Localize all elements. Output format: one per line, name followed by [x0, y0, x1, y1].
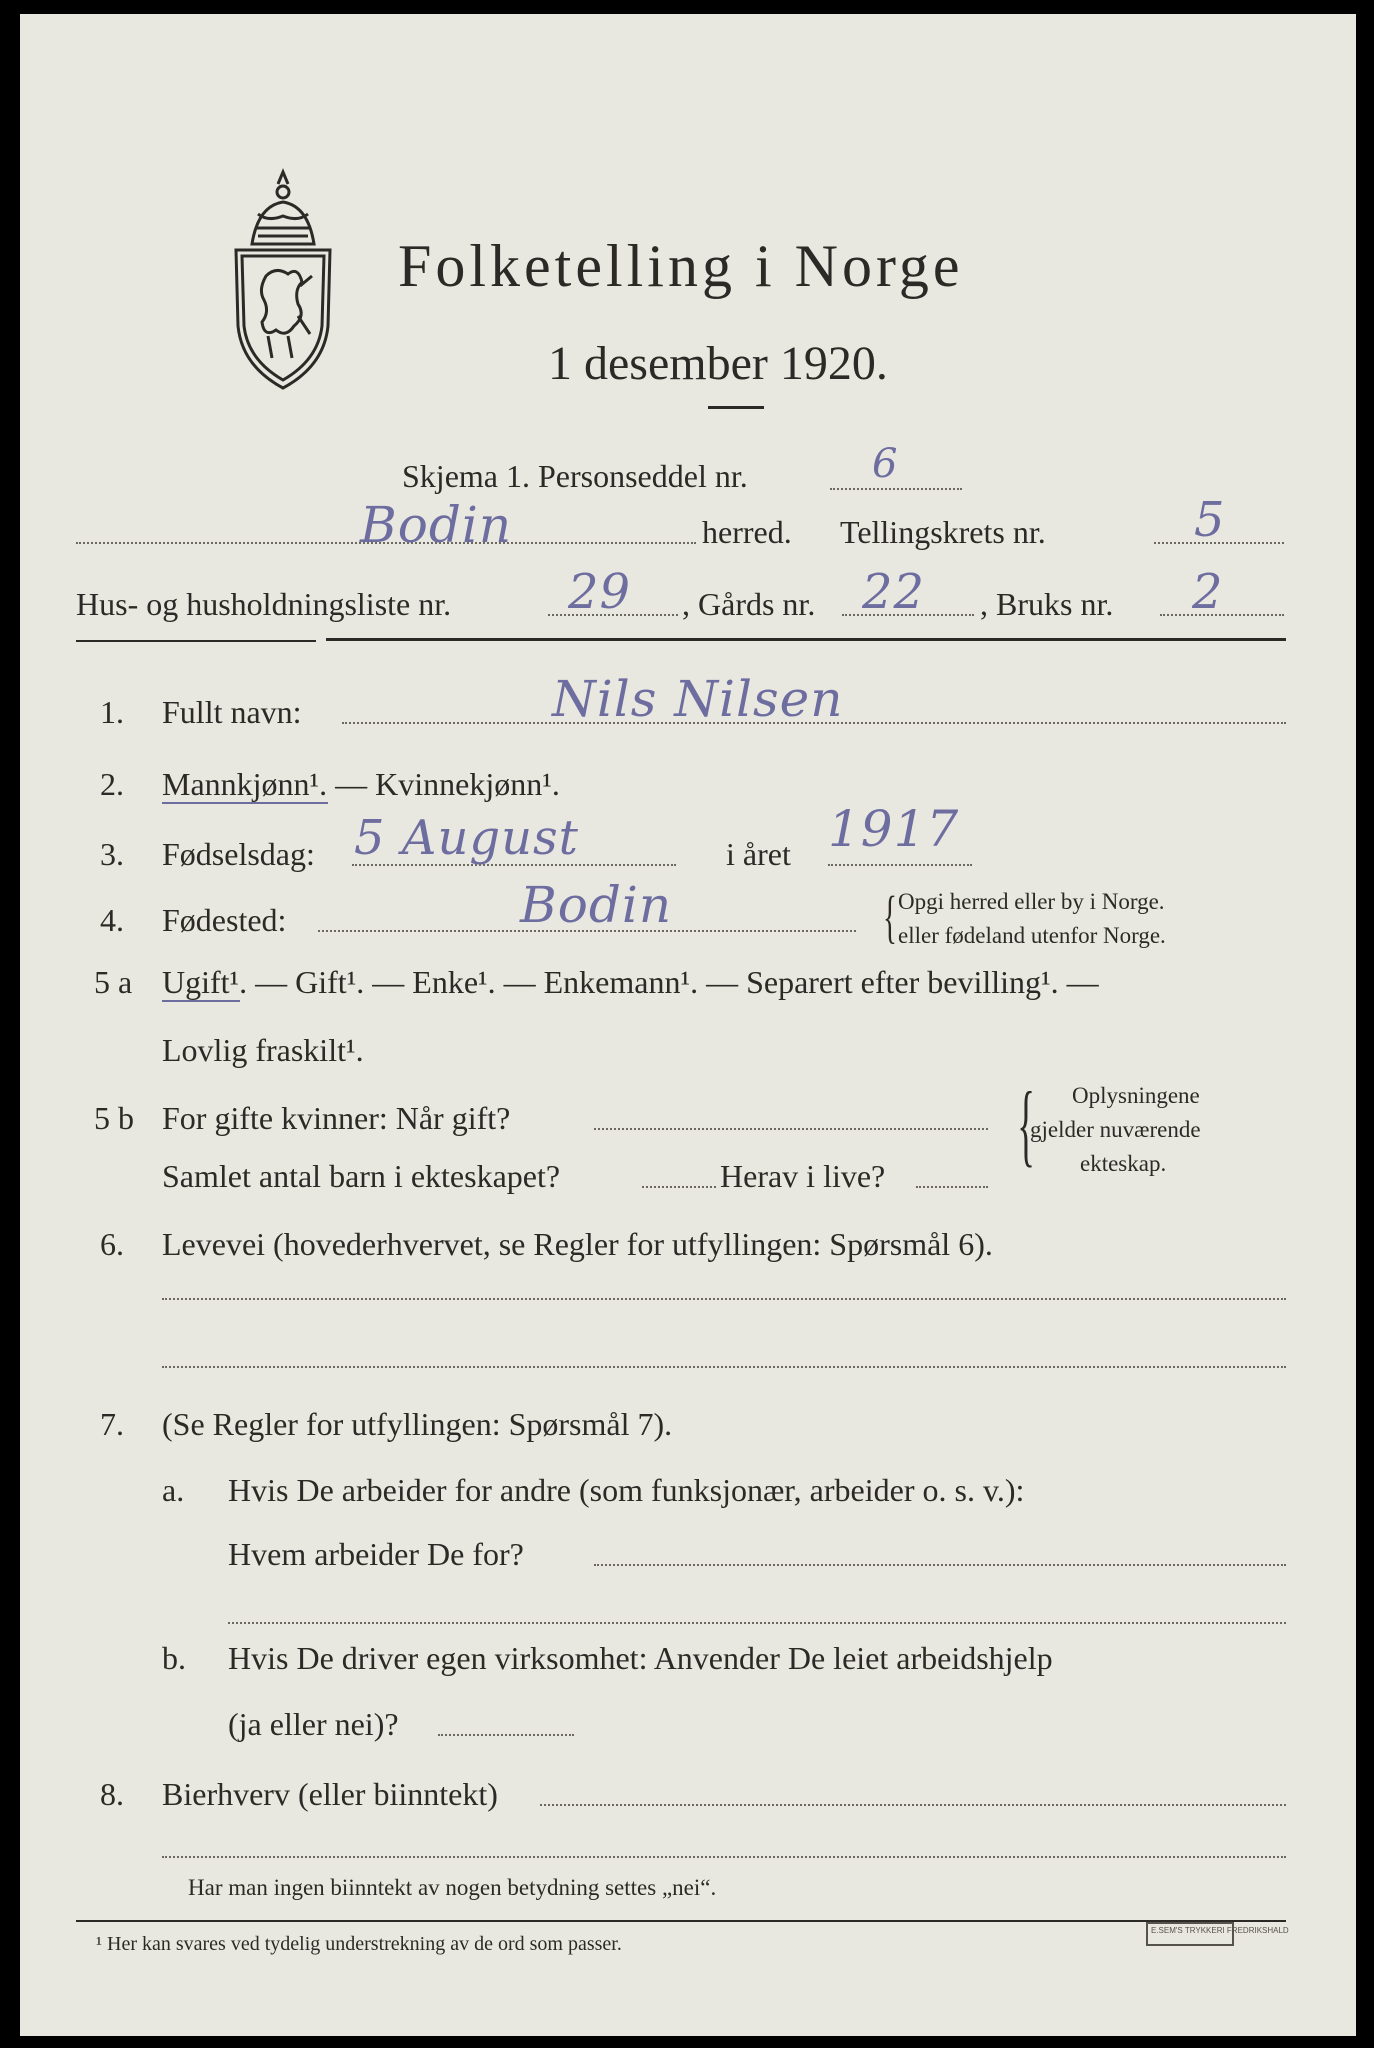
q7a-line-1: Hvis De arbeider for andre (som funksjonær, arbeider o. s. v.): — [228, 1472, 1025, 1508]
q5b-line-1: For gifte kvinner: Når gift? — [162, 1100, 511, 1136]
printer-stamp — [1146, 1922, 1289, 1946]
q5b-alive-dots — [916, 1186, 988, 1188]
q5a-line-1: Ugift¹. — Gift¹. — Enke¹. — Enkemann¹. — Separert efter bevilling¹. — — [162, 964, 1099, 1000]
q3-year-value: 1917 — [828, 800, 960, 858]
header-rule-right — [326, 638, 1286, 641]
q8-number: 8. — [100, 1776, 124, 1812]
q2-underline-mannkjonn — [162, 802, 328, 804]
form-title: Folketelling i Norge — [398, 233, 964, 299]
q7a-dots-2 — [228, 1622, 1286, 1624]
q1-value: Nils Nilsen — [552, 670, 844, 728]
q4-note-1: Opgi herred eller by i Norge. — [898, 889, 1165, 914]
q4-label: Fødested: — [162, 902, 287, 938]
title-divider — [708, 406, 764, 409]
footnote: ¹ Her kan svares ved tydelig understrekning av de ord som passer. — [96, 1933, 622, 1955]
q3-year-dots — [828, 864, 972, 866]
q7a-number: a. — [162, 1472, 185, 1508]
q7-label: (Se Regler for utfyllingen: Spørsmål 7). — [162, 1406, 673, 1442]
q5b-line-2b: Herav i live? — [720, 1158, 886, 1194]
header-rule-left — [76, 640, 316, 642]
q5a-underline-ugift — [162, 1000, 240, 1002]
q5b-married-dots — [594, 1128, 988, 1130]
coat-of-arms-icon — [228, 166, 338, 396]
q8-dots-1 — [540, 1804, 1286, 1806]
printer-stamp-text: E.SEM'S TRYKKERI FREDRIKSHALD — [1151, 1926, 1289, 1935]
schema-value: 6 — [872, 441, 899, 487]
q6-dots-1 — [162, 1298, 1286, 1300]
footnote-rule — [76, 1920, 1286, 1922]
bruks-label: , Bruks nr. — [980, 586, 1114, 622]
krets-value: 5 — [1194, 492, 1226, 548]
q7-number: 7. — [100, 1406, 124, 1442]
q1-label: Fullt navn: — [162, 694, 302, 730]
household-value: 29 — [568, 564, 632, 620]
q7b-number: b. — [162, 1640, 186, 1676]
q5b-brace: { — [1017, 1073, 1035, 1175]
census-form — [20, 14, 1356, 2036]
q4-note-2: eller fødeland utenfor Norge. — [898, 923, 1166, 948]
q7a-line-2: Hvem arbeider De for? — [228, 1536, 524, 1572]
income-note: Har man ingen biinntekt av nogen betydning settes „nei“. — [188, 1875, 717, 1900]
q3-value: 5 August — [354, 810, 579, 866]
q4-number: 4. — [100, 902, 124, 938]
q8-label: Bierhverv (eller biinntekt) — [162, 1776, 498, 1812]
gards-value: 22 — [862, 564, 926, 620]
schema-dots — [830, 488, 962, 490]
q3-number: 3. — [100, 836, 124, 872]
household-label: Hus- og husholdningsliste nr. — [76, 586, 452, 622]
q2-label: Mannkjønn¹. — Kvinnekjønn¹. — [162, 766, 560, 802]
q3-year-label: i året — [726, 836, 791, 872]
q4-value: Bodin — [520, 876, 673, 934]
gards-label: , Gårds nr. — [682, 586, 816, 622]
q5b-children-dots — [642, 1186, 716, 1188]
q7b-line-2: (ja eller nei)? — [228, 1706, 399, 1742]
q1-number: 1. — [100, 694, 124, 730]
q6-number: 6. — [100, 1226, 124, 1262]
q5b-note-2: gjelder nuværende — [1030, 1117, 1201, 1142]
q5b-note-3: ekteskap. — [1080, 1151, 1167, 1176]
census-date: 1 desember 1920. — [548, 337, 888, 390]
q8-dots-2 — [162, 1856, 1286, 1858]
q6-dots-2 — [162, 1366, 1286, 1368]
q5a-line-2: Lovlig fraskilt¹. — [162, 1032, 364, 1068]
schema-label: Skjema 1. Personseddel nr. — [402, 458, 748, 494]
q5b-note-1: Oplysningene — [1072, 1083, 1200, 1108]
q6-label: Levevei (hovederhvervet, se Regler for utfyllingen: Spørsmål 6). — [162, 1226, 993, 1262]
q2-number: 2. — [100, 766, 124, 802]
bruks-value: 2 — [1192, 564, 1224, 620]
krets-label: Tellingskrets nr. — [840, 514, 1046, 550]
q5b-number: 5 b — [94, 1100, 134, 1136]
herred-label: herred. — [702, 514, 792, 550]
q7b-dots — [438, 1734, 574, 1736]
q5b-line-2a: Samlet antal barn i ekteskapet? — [162, 1158, 561, 1194]
herred-value: Bodin — [360, 496, 513, 554]
q3-label: Fødselsdag: — [162, 836, 315, 872]
q7b-line-1: Hvis De driver egen virksomhet: Anvender De leiet arbeidshjelp — [228, 1640, 1053, 1676]
q5a-number: 5 a — [94, 964, 133, 1000]
q4-brace: { — [882, 884, 897, 949]
q7a-dots-1 — [594, 1564, 1286, 1566]
